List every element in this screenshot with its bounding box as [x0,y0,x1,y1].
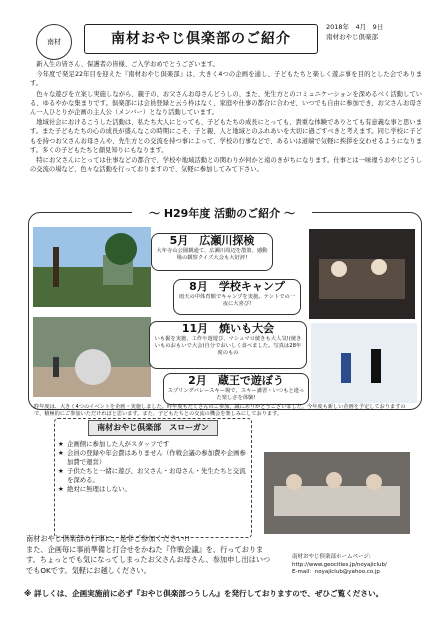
slogan-item: ★ 企画側に参加した人がスタッフです [58,440,248,449]
river-photo [33,227,151,307]
closing-line: また、企画毎に事前準備と打合せをかねた『作戦会議』を、行っております。ちょっとでも気になってしまったお父さんお母さん、参加申し出はいつでもOKです。気軽にお越しください。 [26,544,271,575]
activity-section [28,212,422,410]
event-february [163,373,309,405]
homepage-url[interactable]: http://www.geocities.jp/noyajiclub/ [292,561,387,568]
meeting-photo [264,452,410,534]
event-desc: 雨天の中体育館でキャンプを実施。テントでの一夜に大喜び! [178,294,296,307]
event-title: 2月 蔵王で遊ぼう [188,374,284,387]
potato-photo [33,317,151,397]
event-desc: 大年寺山公園観通て、広瀬川周辺を散策、感動場の観察クイズ大会も大好評! [156,248,268,261]
closing-line: 南材おやじ倶楽部の行事に、是非ご参加ください!! [26,534,190,543]
footer-note: ※ 詳しくは、企画実施前に必ず『おやじ倶楽部つうしん』を発行しておりますので、ぜひご覧ください。 [24,589,384,598]
date-block [326,22,422,42]
intro-paragraph: 色々な遊びを立案し実施しながら、親子の、お父さんお母さんどうしの、また、先生方とのコミュニケーションを深めるべく活動している、ゆるやかな集まりです。倶楽部には会員登録と云う枠はなく、家庭や仕事の都合に合わせ、いつでも自由に参加でき、お父さんお母さん一人ひとりが企画の主人公（メンバー）となり活動しています。 [30,90,422,117]
event-november [149,321,307,369]
event-may [151,233,273,271]
slogan-item: ★ 絶対に無理はしない。 [58,485,248,494]
page-title: 南材おやじ倶楽部のご紹介 [84,24,318,54]
homepage-info [292,554,422,577]
intro-paragraph: 今年度で発足22年目を迎えた『南材おやじ倶楽部』は、大きく4つの企画を通し、子どもたちと楽しく遊ぶ事を目的とした会であります。 [30,71,422,88]
ski-photo [311,323,417,403]
homepage-label: 南材おやじ倶楽部ホームページ: [292,554,371,560]
issue-date: 2018年 4月 9日 [326,23,384,31]
intro-text [30,60,422,175]
camp-photo [309,229,415,319]
org-name: 南材おやじ倶楽部 [326,33,378,41]
intro-paragraph: 地域社会におけるこうした活動は、私たち大人にとっても、子どもたちの成長にとっても、貴重な体験でありとても有意義な事と思います。また子どもたちの心の成長が盛んなこの時期にこそ、子と親、人と地域とのふれあいを大切に過ごすべきと考えます。同じ学校に子どもを持つお父さんお母さんや、先生方との交流を持つ事によって、学校の行事などで、あるいは道端で気軽に挨拶を交わせるようになります。多くの子どもたちと顔見知りにもなります。 [30,119,422,154]
slogan-item: ★ 子供たちと一緒に遊び、お父さん・お母さん・先生たちと交流を深める。 [58,467,248,485]
event-title: 11月 焼いも大会 [181,322,275,335]
intro-paragraph: 特にお父さんにとっては仕事などの都合で、学校や地域活動との関わりが何かと遠のきがちになります。仕事とは一味違うおやじどうしの交流の場など、色々な活動を行っておりますので、気軽に参加してみて下さい。 [30,157,422,174]
event-title: 5月 広瀬川探検 [169,234,255,247]
event-august [173,279,301,315]
homepage-email[interactable]: E-mail：noyajiclub@yahoo.co.jp [292,569,380,575]
slogan-item: ★ 会員の登録や年会費はありません（作戦会議の参加費や企画参加費で運営） [58,449,248,467]
activity-title: 〜 H29年度 活動のご紹介 〜 [132,206,312,222]
event-desc: いも掘を実施、工作や遊遊び、マシュマロ焼きも大人気!(焼きいものおもいで大会)自分でおいしく食べました。写真は28年度のもの [154,336,302,356]
intro-paragraph: 新入生の皆さん、保護者の皆様、ご入学おめでとうございます。 [36,61,219,68]
slogan-title: 南材おやじ倶楽部 スローガン [88,420,218,436]
closing-text [26,534,276,576]
event-title: 8月 学校キャンプ [189,280,285,293]
club-logo: 南材 [36,24,72,60]
event-desc: スプリングバレースキー場で、スキー講習・いつもと違った楽しさを体験! [167,388,305,401]
slogan-list [58,440,248,494]
activity-caption: 昨年度は、大きく4つのイベントを企画・実施しました。昨年度もたくさんのご参加、誠にありがとうございました。今年度も新しい企画を予定しておりますので、積極的にご参加いただければと思います。また、子どもたちとの交流の機会を楽しみにしております。 [34,404,406,417]
